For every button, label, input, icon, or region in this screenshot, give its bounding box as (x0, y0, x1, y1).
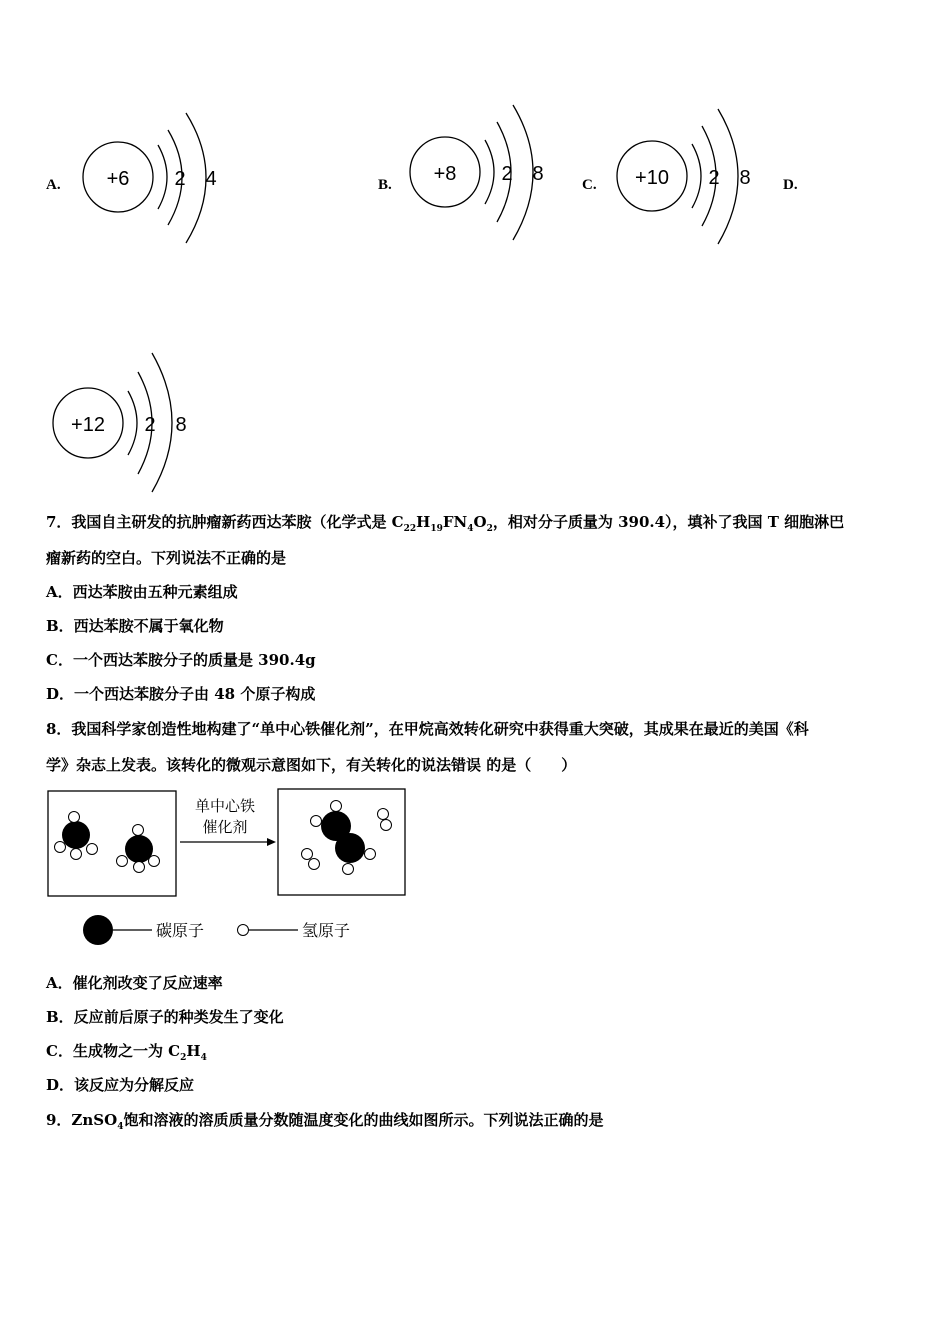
hydrogen-atom (302, 849, 313, 860)
hydrogen-atom (343, 864, 354, 875)
shell-arc-1 (128, 391, 137, 455)
hydrogen-atom (365, 849, 376, 860)
carbon-atom (335, 833, 365, 863)
shell-arc-1 (692, 144, 701, 208)
shell-electrons-2: 8 (739, 167, 751, 189)
shell-electrons-1: 2 (501, 163, 513, 185)
hydrogen-atom (381, 820, 392, 831)
shell-electrons-1: 2 (708, 167, 720, 189)
shell-electrons-2: 8 (532, 163, 544, 185)
hydrogen-atom (133, 825, 144, 836)
q9-stem-post: 饱和溶液的溶质质量分数随温度变化的曲线如图所示。下列说法正确的是 (123, 1111, 604, 1129)
reaction-arrow-head (267, 838, 276, 846)
q7-option-a: A．西达苯胺由五种元素组成 (46, 583, 238, 601)
subscript: 22 (403, 524, 417, 534)
ethylene-molecule (311, 801, 376, 875)
legend-carbon-label: 碳原子 (156, 923, 205, 940)
legend-hydrogen-symbol (238, 925, 249, 936)
q8-option-c-formula: H (186, 1042, 201, 1060)
q7-option-d: D．一个西达苯胺分子由 48 个原子构成 (46, 685, 316, 703)
atom-diagram-a (78, 105, 228, 250)
q8-option-c-text: C．生成物之一为 C (46, 1042, 181, 1060)
hydrogen-atom (309, 859, 320, 870)
hydrogen-atom (87, 844, 98, 855)
catalyst-label-1: 单中心铁 (194, 798, 256, 815)
legend-carbon-symbol (83, 915, 113, 945)
shell-arc-1 (485, 140, 494, 204)
hydrogen-atom (378, 809, 389, 820)
nucleus-charge: +12 (71, 414, 105, 436)
q7-option-b: B．西达苯胺不属于氧化物 (46, 617, 224, 635)
q7-formula-part: H (416, 513, 431, 531)
option-c-label: C. (582, 177, 597, 193)
methane-molecule-1 (55, 812, 98, 860)
q8-option-b: B．反应前后原子的种类发生了变化 (46, 1008, 284, 1026)
subscript: 4 (467, 524, 474, 534)
hydrogen-atom (149, 856, 160, 867)
shell-arc-3 (513, 105, 533, 240)
option-a-label: A. (46, 177, 61, 193)
q8-option-c (46, 1040, 207, 1063)
legend-hydrogen-label: 氢原子 (302, 923, 351, 940)
shell-electrons-1: 2 (174, 168, 186, 190)
q7-option-c: C．一个西达苯胺分子的质量是 390.4g (46, 651, 316, 669)
hydrogen-atom (134, 862, 145, 873)
q8-stem-line2: 学》杂志上发表。该转化的微观示意图如下，有关转化的说法错误 的是（ ） (46, 756, 577, 774)
hydrogen-atom (117, 856, 128, 867)
shell-arc-3 (186, 113, 206, 243)
hydrogen-molecule-2 (302, 849, 320, 870)
shell-electrons-1: 2 (144, 414, 156, 436)
atom-diagram-b (405, 100, 555, 245)
q7-stem-part: 7．我国自主研发的抗肿瘤新药西达苯胺（化学式是 C (46, 513, 404, 531)
option-b-label: B. (378, 177, 392, 193)
nucleus-charge: +10 (635, 167, 669, 189)
q7-stem-part: ，相对分子质量为 390.4），填补了我国 T 细胞淋巴 (492, 513, 845, 531)
subscript: 2 (486, 524, 493, 534)
q7-stem-line1 (46, 511, 844, 534)
subscript: 4 (200, 1053, 207, 1063)
carbon-atom (62, 821, 90, 849)
shell-electrons-2: 4 (205, 168, 217, 190)
subscript: 2 (180, 1053, 187, 1063)
subscript: 4 (117, 1122, 124, 1132)
q7-formula-part: FN (442, 513, 468, 531)
catalyst-label-2: 催化剂 (202, 819, 248, 836)
atom-diagram-d (48, 350, 198, 495)
hydrogen-atom (71, 849, 82, 860)
q9-stem (46, 1109, 603, 1132)
hydrogen-molecule-1 (378, 809, 392, 831)
methane-molecule-2 (117, 825, 160, 873)
option-d-label: D. (783, 177, 798, 193)
hydrogen-atom (311, 816, 322, 827)
atom-diagram-c (612, 104, 762, 249)
q9-stem-pre: 9．ZnSO (46, 1111, 118, 1129)
hydrogen-atom (69, 812, 80, 823)
shell-electrons-2: 8 (175, 414, 187, 436)
subscript: 19 (430, 524, 443, 534)
q7-formula-part: O (473, 513, 487, 531)
q7-stem-line2: 瘤新药的空白。下列说法不正确的是 (46, 549, 287, 567)
shell-arc-3 (718, 109, 738, 244)
hydrogen-atom (331, 801, 342, 812)
shell-arc-1 (158, 145, 167, 209)
q8-option-a: A．催化剂改变了反应速率 (46, 974, 223, 992)
nucleus-charge: +8 (433, 163, 457, 185)
reaction-diagram (44, 783, 414, 948)
nucleus-charge: +6 (106, 168, 130, 190)
hydrogen-atom (55, 842, 66, 853)
q8-option-d: D．该反应为分解反应 (46, 1076, 195, 1094)
q8-stem-line1: 8．我国科学家创造性地构建了“单中心铁催化剂”，在甲烷高效转化研究中获得重大突破，其成果在最近的美国《科 (46, 720, 809, 738)
